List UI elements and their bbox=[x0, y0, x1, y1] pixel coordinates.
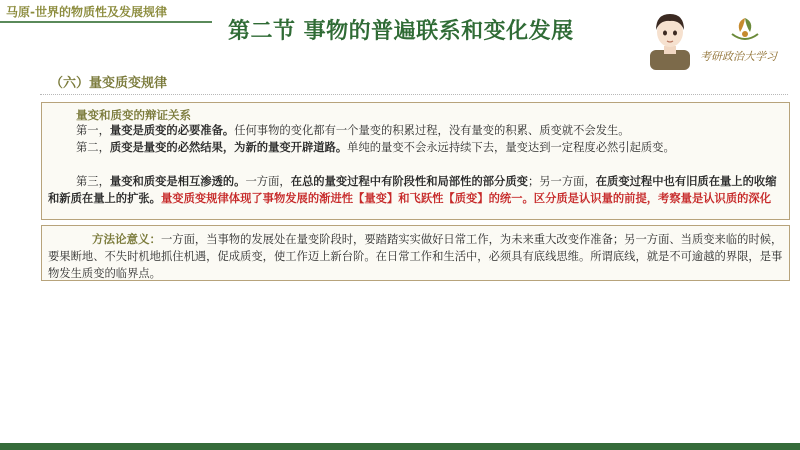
paragraph-third bbox=[48, 173, 785, 207]
p3-bold1: 量变和质变是相互渗透的。 bbox=[109, 174, 246, 188]
p3-lead: 第三， bbox=[76, 175, 110, 188]
paragraph-first bbox=[48, 122, 785, 139]
methodology-box bbox=[41, 225, 790, 281]
p3-mid2: ；另一方面， bbox=[527, 175, 596, 188]
paragraph-second bbox=[48, 139, 785, 156]
dialectical-relation-box bbox=[41, 102, 790, 220]
p2-bold: 质变是量变的必然结果，为新的量变开辟道路。 bbox=[109, 140, 348, 154]
section-label: （六）量变质变规律 bbox=[50, 76, 168, 91]
p3-highlight: 量变质变规律体现了事物发展的渐进性【量变】和飞跃性【质变】的统一。区分质是认识量的前提，考察量是认识质的深化 bbox=[160, 191, 772, 205]
p2-rest: 单纯的量变不会永远持续下去，量变达到一定程度必然引起质变。 bbox=[347, 141, 675, 154]
breadcrumb: 马原-世界的物质性及发展规律 bbox=[6, 5, 167, 19]
presenter-avatar bbox=[646, 10, 694, 70]
p3-mid1: 一方面， bbox=[245, 175, 291, 188]
p3-bold3: 在质变过程中也有旧质在量上的收缩和新质在量上的扩张。 bbox=[48, 174, 777, 205]
p2-lead: 第二， bbox=[76, 141, 110, 154]
section-divider bbox=[40, 94, 788, 95]
brand-logo bbox=[700, 14, 790, 74]
p1-lead: 第一， bbox=[76, 124, 110, 137]
methodology-paragraph bbox=[48, 231, 785, 282]
p3-bold2: 在总的量变过程中有阶段性和局部性的部分质变 bbox=[290, 174, 528, 188]
brand-text: 考研政治大学习 bbox=[700, 50, 777, 63]
p1-bold: 量变是质变的必要准备。 bbox=[109, 123, 235, 137]
page-title: 第二节 事物的普遍联系和变化发展 bbox=[228, 19, 574, 44]
p1-rest: 任何事物的变化都有一个量变的积累过程，没有量变的积累、质变就不会发生。 bbox=[234, 124, 630, 137]
footer-bar bbox=[0, 443, 800, 450]
breadcrumb-underline bbox=[0, 21, 212, 23]
methodology-text: 一方面，当事物的发展处在量变阶段时，要踏踏实实做好日常工作，为未来重大改变作准备；另一方面、当质变来临的时候，要果断地、不失时机地抓住机遇，促成质变，使工作迈上新台阶。在日常工作和生活中，必须具有底线思维。所谓底线，就是不可逾越的界限，是事物发生质变的临界点。 bbox=[48, 233, 783, 280]
methodology-lead: 方法论意义： bbox=[92, 232, 161, 246]
box-heading: 量变和质变的辩证关系 bbox=[76, 108, 191, 122]
